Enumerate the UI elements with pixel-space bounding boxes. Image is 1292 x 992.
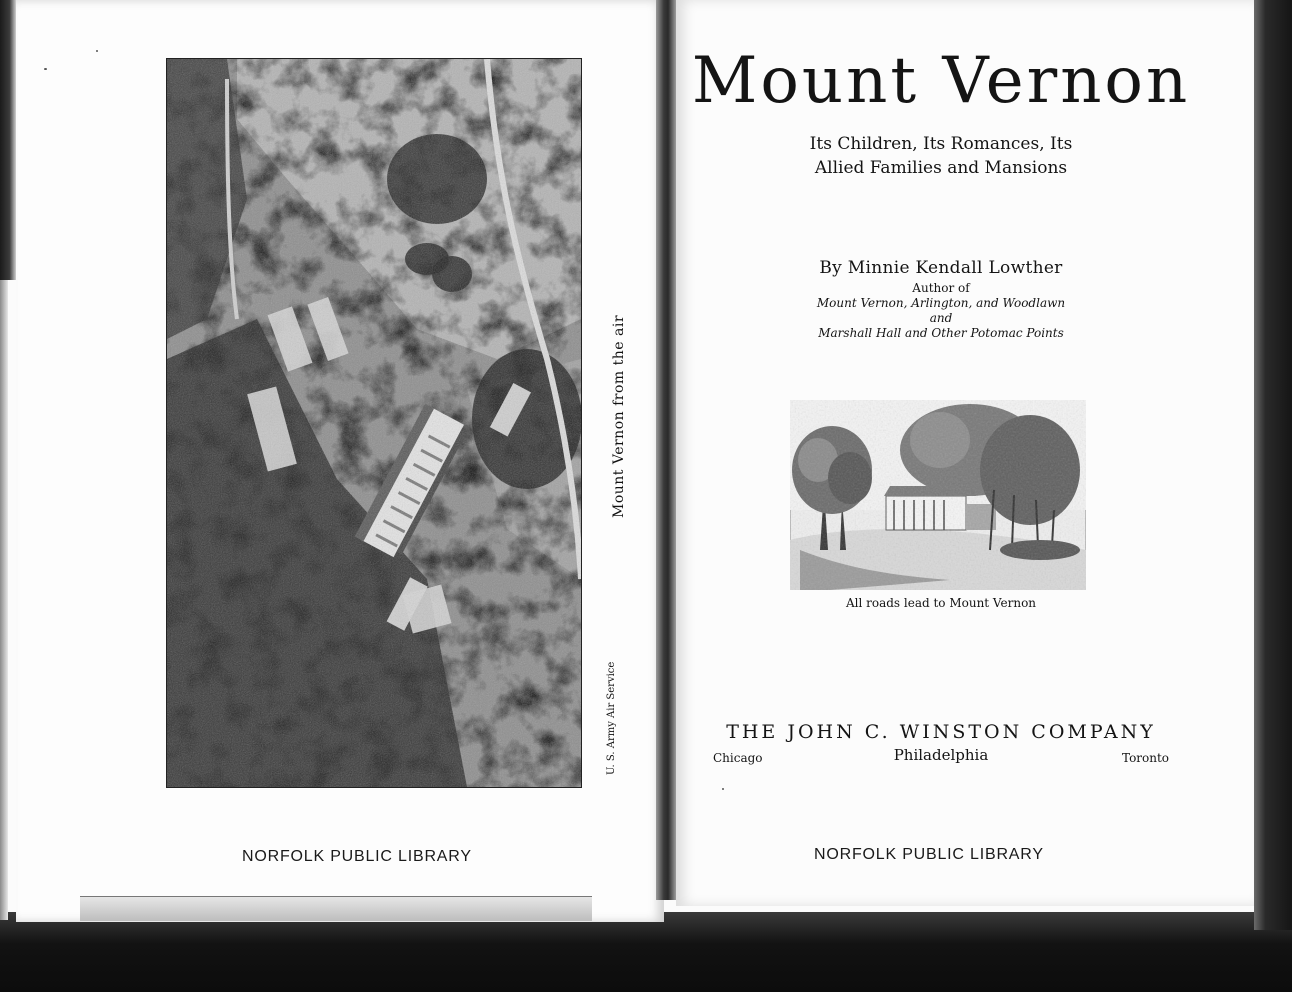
page-edge-shadow-left <box>0 280 8 920</box>
book-cover-edge-right <box>1254 0 1292 930</box>
mansion-engraving <box>790 400 1086 590</box>
previous-works-line2: Marshall Hall and Other Potomac Points <box>818 326 1064 340</box>
aerial-photograph <box>166 58 582 788</box>
previous-works-line1: Mount Vernon, Arlington, and Woodlawn <box>816 296 1066 310</box>
book-subtitle-line2: Allied Families and Mansions <box>814 158 1068 178</box>
book-cover-edge-left <box>0 0 16 280</box>
scan-speck <box>44 68 47 70</box>
publisher-city-left: Chicago <box>713 751 763 765</box>
photo-caption: Mount Vernon from the air <box>611 314 627 518</box>
book-title: Mount Vernon <box>691 44 1191 118</box>
previous-works-and: and <box>929 311 953 325</box>
scan-speck <box>96 50 98 52</box>
scan-background-bottom <box>0 912 1292 992</box>
author-byline: By Minnie Kendall Lowther <box>819 258 1063 278</box>
book-gutter <box>656 0 678 900</box>
library-stamp-left: NORFOLK PUBLIC LIBRARY <box>242 848 472 865</box>
library-stamp-right: NORFOLK PUBLIC LIBRARY <box>814 846 1044 863</box>
publisher-city-right: Toronto <box>1122 751 1170 765</box>
author-of-label: Author of <box>912 281 970 295</box>
book-subtitle-line1: Its Children, Its Romances, Its <box>809 134 1073 154</box>
publisher-city-center: Philadelphia <box>893 746 989 764</box>
scan-speck <box>722 788 724 790</box>
photo-credit: U. S. Army Air Service <box>606 661 617 775</box>
engraving-caption: All roads lead to Mount Vernon <box>845 596 1037 610</box>
publisher-name: THE JOHN C. WINSTON COMPANY <box>726 721 1156 743</box>
page-stack-edge <box>80 896 592 921</box>
